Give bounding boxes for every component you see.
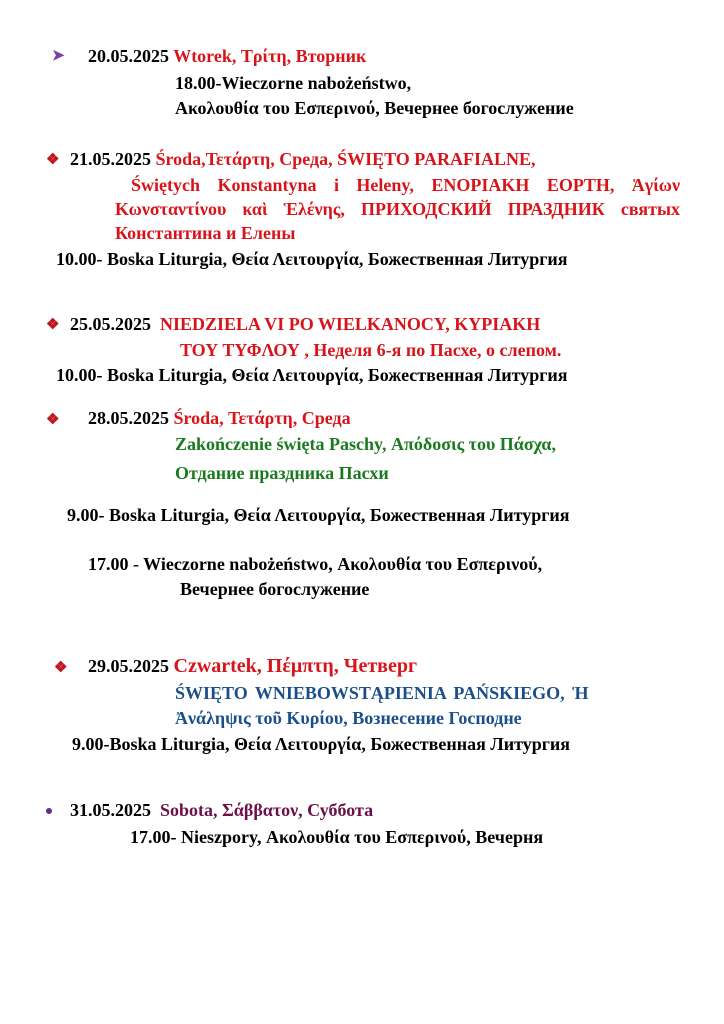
event-6-heading [70,799,373,821]
event-2-date: 21.05.2025 [70,149,151,169]
event-5-feast-line-2: Ἀνάληψις τοῦ Κυρίου, Вознесение Господне [175,708,522,728]
event-5-feast-line-1: ŚWIĘTO WNIEBOWSTĄPIENIA PAŃSKIEGO, Ἡ [175,683,589,703]
diamond-bullet-icon: ❖ [46,412,60,428]
event-3-heading [70,313,540,335]
event-3-day-line-2: ΤΟΥ ΤΥΦΛΟΥ , Неделя 6-я по Пасхе, о слепом. [180,340,562,360]
event-1-heading [88,45,366,67]
event-4-date: 28.05.2025 [88,408,169,428]
event-5-service: 9.00-Boska Liturgia, Θεία Λειτουργία, Божественная Литургия [72,734,571,754]
event-1-day: Wtorek, Τρίτη, Вторник [173,46,367,66]
event-4-service-2-line-2: Вечернее богослужение [180,579,370,599]
diamond-bullet-icon: ❖ [46,317,60,333]
event-3-day: NIEDZIELA VI PO WIELKANOCY, ΚΥΡΙΑΚΗ [160,314,541,334]
event-2-heading [70,148,535,170]
event-2-day: Środa,Τετάρτη, Среда, ŚWIĘTO PARAFIALNE, [155,149,536,169]
event-3-date: 25.05.2025 [70,314,151,334]
event-4-feast-line-1: Zakończenie święta Paschy, Απόδοσις του Πάσχα, [175,434,556,454]
event-5-heading [88,655,417,677]
event-4-feast-line-2: Отдание праздника Пасхи [175,463,389,483]
event-1-line-2: Ακολουθία του Εσπερινού, Вечернее богослужение [175,98,574,118]
event-1-date: 20.05.2025 [88,46,169,66]
event-4-day: Środa, Τετάρτη, Среда [173,408,351,428]
event-4-service-1: 9.00- Boska Liturgia, Θεία Λειτουργία, Божественная Литургия [67,505,570,525]
diamond-bullet-icon: ❖ [54,660,68,676]
event-4-heading [88,407,351,429]
event-5-date: 29.05.2025 [88,656,169,676]
event-1-line-1: 18.00-Wieczorne nabożeństwo, [175,73,412,93]
event-4-service-2-line-1: 17.00 - Wieczorne nabożeństwo, Ακολουθία του Εσπερινού, [88,554,543,574]
event-3-service: 10.00- Boska Liturgia, Θεία Λειτουργία, Божественная Литургия [56,365,568,385]
event-2-feast-text: Świętych Konstantyna i Heleny, ΕΝΟΡΙΑΚΗ ΕΟΡΤΗ, Ἁγίων Κωνσταντίνου καὶ Ἑλένης, ПРИХОДСКИЙ ПРАЗДНИК святых Константина и Елены [115,175,680,243]
arrow-bullet-icon: ➤ [52,48,65,64]
event-2-service: 10.00- Boska Liturgia, Θεία Λειτουργία, Божественная Литургия [56,249,568,269]
event-6-day: Sobota, Σάββατον, Суббота [160,800,374,820]
event-5-day: Czwartek, Πέμπτη, Четверг [173,655,418,677]
diamond-bullet-icon: ❖ [46,152,60,168]
event-6-date: 31.05.2025 [70,800,151,820]
event-6-service: 17.00- Nieszpory, Ακολουθία του Εσπερινού, Вечерня [130,827,544,847]
dot-bullet-icon [46,808,52,814]
